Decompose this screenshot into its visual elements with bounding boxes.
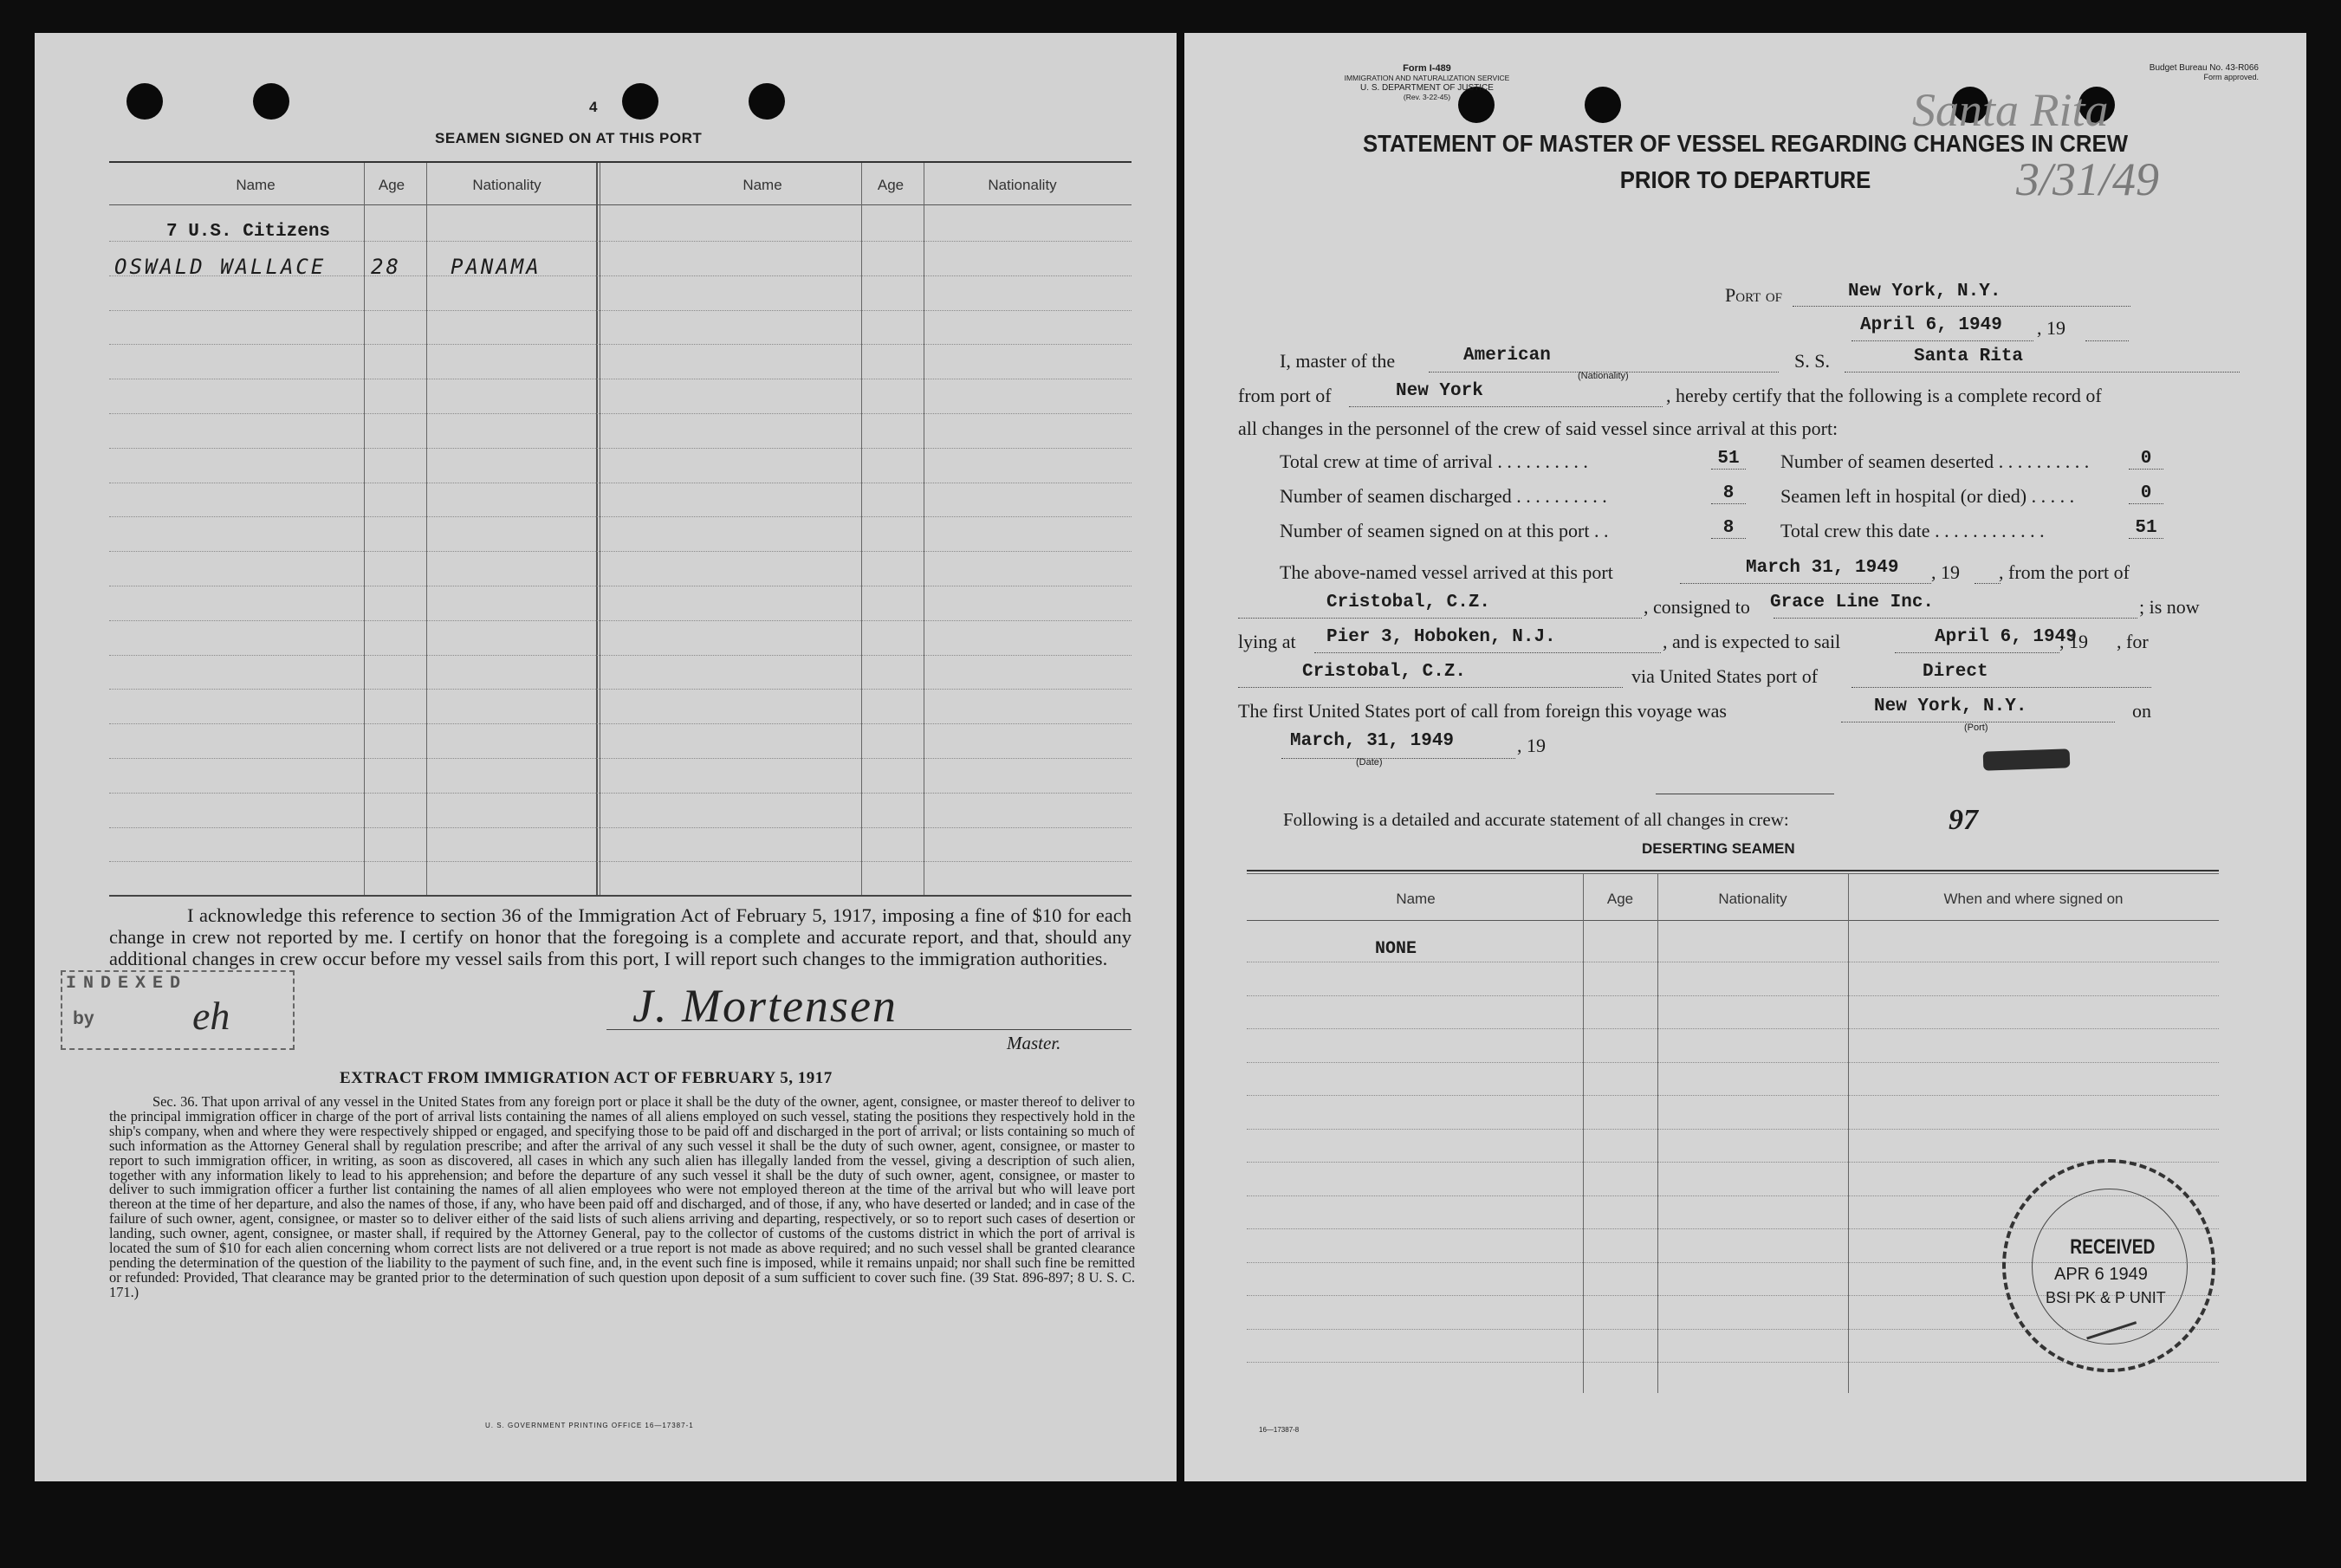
printer-imprint: 16—17387-8 [1259, 1426, 1300, 1434]
budget-number: Budget Bureau No. 43-R066 [2149, 63, 2259, 73]
stat-total-date-value: 51 [2129, 518, 2163, 539]
from-port-value: New York [1396, 381, 1483, 401]
table-row-rule [109, 861, 1132, 862]
master-label: Master. [1007, 1033, 1061, 1053]
table-row-rule [109, 344, 1132, 345]
table-row-rule [109, 655, 1132, 656]
stat-signed-on-label: Number of seamen signed on at this port . . [1280, 520, 1609, 541]
column-divider [861, 163, 862, 895]
column-divider [426, 163, 427, 895]
desert-table-header-rule [1247, 920, 2219, 921]
table-row-rule [109, 413, 1132, 414]
table-row-rule [109, 310, 1132, 311]
desert-row-rule [1247, 1028, 2219, 1029]
punch-hole [253, 83, 289, 120]
lying-value: Pier 3, Hoboken, N.J. [1326, 627, 1556, 647]
table-cell-name: 7 U.S. Citizens [166, 222, 331, 242]
ship-value: Santa Rita [1914, 347, 2024, 366]
signature-line [606, 1029, 1132, 1030]
column-divider [596, 163, 598, 895]
desert-column-header: Name [1396, 891, 1436, 907]
date-value: April 6, 1949 [1860, 315, 2002, 335]
by-label: by [73, 1008, 94, 1028]
for-label: , 19 , for [2059, 631, 2149, 652]
from-the-port-value: Cristobal, C.Z. [1326, 593, 1491, 612]
extract-title: EXTRACT FROM IMMIGRATION ACT OF FEBRUARY 5, 1917 [340, 1069, 833, 1087]
expected-value: April 6, 1949 [1935, 627, 2077, 647]
table-row-rule [109, 448, 1132, 449]
master-signature: J. Mortensen [632, 980, 898, 1032]
year-suffix: , 19 [2037, 317, 2065, 339]
date-caption: (Date) [1356, 757, 1383, 768]
column-header: Age [378, 177, 405, 193]
arrived-label: The above-named vessel arrived at this port [1280, 561, 1613, 583]
handwritten-ship: Santa Rita [1912, 84, 2109, 136]
first-date-year: , 19 [1517, 735, 1546, 756]
ss-label: S. S. [1794, 350, 1830, 372]
stat-total-arrival-value: 51 [1711, 449, 1746, 470]
from-the-port-label: , from the port of [1999, 561, 2130, 583]
column-header: Nationality [472, 177, 541, 193]
budget-approval: Form approved. [2203, 73, 2259, 81]
port-value: New York, N.Y. [1848, 282, 2001, 301]
table-row-rule [109, 793, 1132, 794]
page-number: 4 [589, 99, 598, 115]
received-stamp [2002, 1159, 2215, 1372]
form-header [1236, 64, 1618, 102]
column-header: Nationality [988, 177, 1057, 193]
port-label: Port of [1725, 284, 1783, 306]
master-of-label: I, master of the [1280, 350, 1396, 372]
stat-deserted-value: 0 [2129, 449, 2163, 470]
stat-total-arrival-label: Total crew at time of arrival . . . . . . . . . . [1280, 450, 1588, 472]
desert-column-header: When and where signed on [1943, 891, 2124, 907]
from-port-label: from port of [1238, 385, 1332, 406]
desert-table-top-inner [1247, 873, 2219, 874]
desert-row-rule [1247, 1129, 2219, 1130]
printer-imprint: U. S. GOVERNMENT PRINTING OFFICE 16—17387-1 [485, 1422, 694, 1429]
first-date-value: March, 31, 1949 [1290, 731, 1455, 751]
punch-hole [622, 83, 658, 120]
desert-row-rule [1247, 1062, 2219, 1063]
column-header: Age [877, 177, 905, 193]
is-now-label: ; is now [2139, 596, 2200, 618]
table-top-rule [109, 161, 1132, 163]
desert-table-top [1247, 870, 2219, 871]
via-fill [1851, 664, 2151, 688]
table-bottom-rule [109, 895, 1132, 897]
year-fill [2085, 317, 2129, 341]
stat-hospital-value: 0 [2129, 483, 2163, 504]
by-initials: eh [192, 994, 230, 1038]
stamp-received-text: RECEIVED [2070, 1235, 2156, 1259]
arrived-year: , 19 [1931, 561, 1960, 583]
form-number: Form I-489 [1403, 63, 1451, 74]
stamp-unit: BSI PK & P UNIT [2046, 1289, 2166, 1306]
on-label: on [2132, 700, 2151, 722]
table-row-rule [109, 620, 1132, 621]
first-port-value: New York, N.Y. [1874, 697, 2027, 716]
changes-number: 97 [1949, 804, 1978, 836]
table-row-rule [109, 551, 1132, 552]
page-subtitle: PRIOR TO DEPARTURE [1619, 166, 1871, 193]
stat-signed-on-value: 8 [1711, 518, 1746, 539]
column-divider [1848, 873, 1849, 1393]
redaction-mark [1983, 748, 2071, 770]
arrived-value: March 31, 1949 [1746, 558, 1899, 578]
column-divider [1657, 873, 1658, 1393]
table-row-rule [109, 827, 1132, 828]
desert-column-header: Nationality [1718, 891, 1787, 907]
table-row-rule [109, 723, 1132, 724]
table-cell-age: 28 [371, 255, 401, 279]
arrived-year-fill [1975, 560, 2001, 584]
table-row-rule [109, 689, 1132, 690]
indexed-label: INDEXED [66, 974, 188, 994]
punch-hole [749, 83, 785, 120]
stamp-date: APR 6 1949 [2054, 1265, 2148, 1284]
stat-deserted-label: Number of seamen deserted . . . . . . . . . . [1780, 450, 2090, 472]
stat-hospital-label: Seamen left in hospital (or died) . . . . . [1780, 485, 2075, 507]
consigned-label: , consigned to [1644, 596, 1750, 618]
deserting-title: DESERTING SEAMEN [1642, 840, 1795, 857]
desert-row-name: NONE [1375, 939, 1417, 959]
desert-row-rule [1247, 1162, 2219, 1163]
indexed-stamp [61, 970, 295, 1050]
budget-bureau [2051, 63, 2259, 82]
nationality-value: American [1463, 346, 1551, 366]
page-title: STATEMENT OF MASTER OF VESSEL REGARDING CHANGES IN CREW [1362, 130, 2129, 157]
column-divider [364, 163, 365, 895]
all-changes-text: all changes in the personnel of the crew of said vessel since arrival at this port: [1238, 418, 1838, 439]
following-text: Following is a detailed and accurate statement of all changes in crew: [1283, 809, 1789, 830]
extract-text: Sec. 36. That upon arrival of any vessel in the United States from any foreign port or place it shall be the duty of the owner, agent, consignee, or master thereof to deliver to the principal immigration officer in charge of the port of arrival lists containing the names of all aliens employed on such vessel, stating the positions they respectively hold in the ship's company, when and where they were respectively shipped or engaged, and specifying those to be paid off and discharged in the port of arrival; or lists containing so much of such information as the Attorney General shall by regulation prescribe; and after the arrival of any such vessel it shall be the duty of such owner, agent, consignee, or master to report to such immigration officer, in writing, as soon as discovered, all cases in which any such alien has illegally landed from the vessel, giving a description of such alien, together with any information likely to lead to his apprehension; and before the departure of any such vessel it shall be the duty of such owner, agent, consignee, or master to deliver to such immigration officer a further list containing the names of all alien employees who were not employed thereon at the time of the arrival but who will leave port thereon at the time of her departure, and also the names of those, if any, who have been paid off and discharged, and of those, if any, who have deserted or landed; and in case of the failure of such owner, agent, consignee, or master so to deliver either of the said lists of such aliens arriving and departing, respectively, or so to report such cases of desertion or landing, such owner, agent, consignee, or master shall, if required by the Attorney General, pay to the collector of customs of the customs district in which the port of arrival is located the sum of $10 for each alien concerning whom correct lists are not delivered or a true report is not made as above required; and no such vessel shall be granted clearance pending the determination of the question of the liability to the payment of such fine, and, in the event such fine is imposed, while it remains unpaid; nor shall such fine be remitted or refunded: Provided, That clearance may be granted prior to the determination of such question upon deposit of a sum sufficient to cover such fine. (39 Stat. 896-897; 8 U. S. C. 171.) [109, 1093, 1135, 1300]
right-page [1184, 33, 2306, 1481]
form-revision: (Rev. 3-22-45) [1403, 93, 1451, 101]
certification-text: I acknowledge this reference to section 36 of the Immigration Act of February 5, 1917, imposing a fine of $10 for each change in crew not reported by me. I certify on honor that the foregoing is a complete and accurate report, and that, should any additional changes in crew occur before my vessel sails from this port, I will report such changes to the immigration authorities. [109, 904, 1132, 969]
desert-row-rule [1247, 1095, 2219, 1096]
first-port-label: The first United States port of call from foreign this voyage was [1238, 700, 1727, 722]
stat-discharged-value: 8 [1711, 483, 1746, 504]
stat-total-date-label: Total crew this date . . . . . . . . . . . . [1780, 520, 2045, 541]
table-row-rule [109, 516, 1132, 517]
ship-fill [1845, 348, 2240, 373]
nationality-caption: (Nationality) [1578, 371, 1629, 381]
lying-label: lying at [1238, 631, 1296, 652]
column-header: Name [743, 177, 782, 193]
desert-column-header: Age [1606, 891, 1634, 907]
via-label: via United States port of [1631, 665, 1819, 687]
table-row-rule [109, 758, 1132, 759]
certify-text: , hereby certify that the following is a complete record of [1666, 385, 2102, 406]
table-header-rule [109, 204, 1132, 205]
consigned-value: Grace Line Inc. [1770, 593, 1935, 612]
stat-discharged-label: Number of seamen discharged . . . . . . . . . . [1280, 485, 1607, 507]
desert-row-rule [1247, 995, 2219, 996]
department-name: U. S. DEPARTMENT OF JUSTICE [1360, 83, 1494, 93]
destination-value: Cristobal, C.Z. [1302, 662, 1467, 682]
column-header: Name [236, 177, 276, 193]
table-cell-nationality: PANAMA [451, 255, 541, 279]
agency-name: IMMIGRATION AND NATURALIZATION SERVICE [1344, 74, 1510, 82]
expected-label: , and is expected to sail [1663, 631, 1841, 652]
section-title: SEAMEN SIGNED ON AT THIS PORT [435, 130, 703, 146]
table-cell-name: OSWALD WALLACE [114, 255, 327, 279]
handwritten-date: 3/31/49 [2016, 153, 2160, 205]
left-page [35, 33, 1177, 1481]
port-caption: (Port) [1964, 722, 1988, 733]
punch-hole [126, 83, 163, 120]
via-value: Direct [1923, 662, 1988, 682]
column-divider [1583, 873, 1584, 1393]
